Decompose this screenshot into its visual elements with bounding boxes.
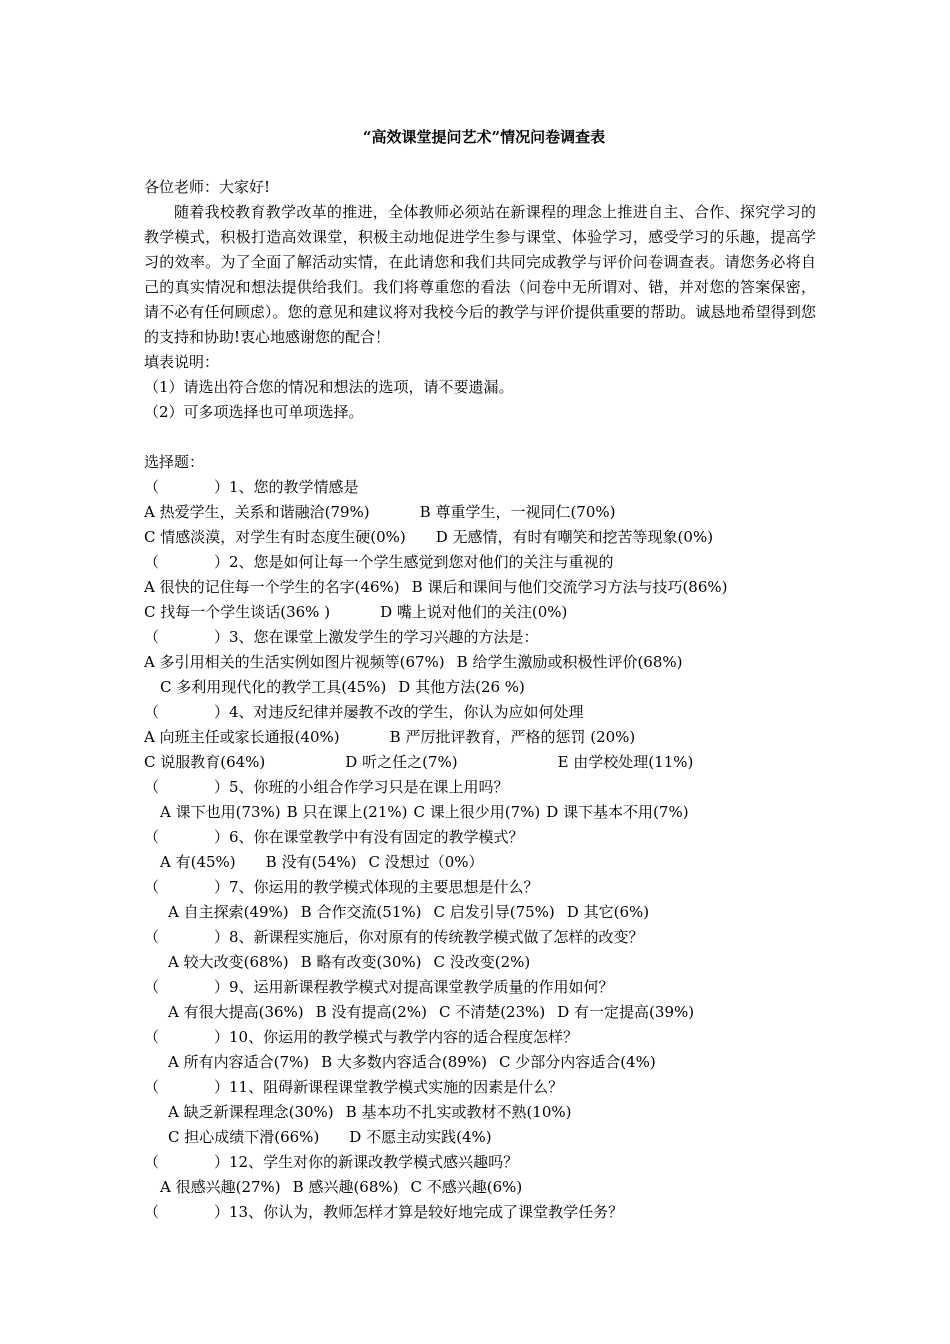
option: C 情感淡漠，对学生有时态度生硬(0%)	[144, 528, 406, 546]
option: C 没想过（0%）	[368, 853, 484, 871]
option: A 缺乏新课程理念(30%)	[168, 1103, 334, 1121]
paren-open: （	[144, 1078, 160, 1096]
question-text: 7、你运用的教学模式体现的主要思想是什么？	[229, 878, 539, 896]
paren-close: ）	[214, 1078, 230, 1096]
option: C 课上很少用(7%)	[413, 803, 541, 821]
option: D 嘴上说对他们的关注(0%)	[380, 603, 568, 621]
option: C 不清楚(23%)	[438, 1003, 546, 1021]
question-text: 9、运用新课程教学模式对提高课堂教学质量的作用如何？	[229, 978, 614, 996]
question-line	[144, 1150, 824, 1175]
option: A 较大改变(68%)	[168, 953, 289, 971]
paren-open: （	[144, 628, 160, 646]
question-text: 12、学生对你的新课改教学模式感兴趣吗？	[229, 1153, 519, 1171]
option: A 课下也用(73%)	[160, 803, 281, 821]
option-row	[144, 800, 824, 825]
instruction-item: （2）可多项选择也可单项选择。	[144, 403, 364, 421]
option: E 由学校处理(11%)	[557, 753, 694, 771]
spacer	[144, 425, 824, 450]
option: A 有(45%)	[160, 853, 236, 871]
option: B 合作交流(51%)	[300, 903, 422, 921]
intro-paragraph: 随着我校教育教学改革的推进，全体教师必须站在新课程的理念上推进自主、合作、探究学习的教学模式，积极打造高效课堂，积极主动地促进学生参与课堂、体验学习，感受学习的乐趣，提高学习的效率。为了全面了解活动实情，在此请您和我们共同完成教学与评价问卷调查表。请您务必将自己的真实情况和想法提供给我们。我们将尊重您的看法（问卷中无所谓对、错，并对您的答案保密，请不必有任何顾虑）。您的意见和建议将对我校今后的教学与评价提供重要的帮助。诚恳地希望得到您的支持和协助!衷心地感谢您的配合！	[144, 203, 816, 346]
instructions-heading: 填表说明：	[144, 353, 220, 371]
question-line	[144, 775, 824, 800]
paren-close: ）	[214, 478, 230, 496]
document-body	[144, 175, 824, 1225]
option: A 自主探索(49%)	[168, 903, 289, 921]
paren-close: ）	[214, 628, 230, 646]
question-line	[144, 1075, 824, 1100]
option: D 有一定提高(39%)	[557, 1003, 695, 1021]
answer-blank[interactable]	[144, 1075, 214, 1100]
option-row	[144, 525, 824, 550]
paren-close: ）	[214, 1153, 230, 1171]
answer-blank[interactable]	[144, 1025, 214, 1050]
option: D 课下基本不用(7%)	[546, 803, 689, 821]
answer-blank[interactable]	[144, 875, 214, 900]
option: C 说服教育(64%)	[144, 753, 266, 771]
option: C 担心成绩下滑(66%)	[168, 1128, 320, 1146]
question-text: 11、阻碍新课程课堂教学模式实施的因素是什么？	[229, 1078, 564, 1096]
question-text: 3、您在课堂上激发学生的学习兴趣的方法是：	[229, 628, 539, 646]
option: B 尊重学生，一视同仁(70%)	[419, 503, 616, 521]
paren-open: （	[144, 778, 160, 796]
option-row	[144, 850, 824, 875]
option: C 少部分内容适合(4%)	[498, 1053, 656, 1071]
question-line	[144, 475, 824, 500]
paren-open: （	[144, 878, 160, 896]
question-line	[144, 875, 824, 900]
question-line	[144, 550, 824, 575]
answer-blank[interactable]	[144, 700, 214, 725]
question-text: 2、您是如何让每一个学生感觉到您对他们的关注与重视的	[229, 553, 614, 571]
option: B 基本功不扎实或教材不熟(10%)	[345, 1103, 572, 1121]
option-row	[144, 900, 824, 925]
paren-open: （	[144, 478, 160, 496]
paren-close: ）	[214, 703, 230, 721]
option: C 多利用现代化的教学工具(45%)	[160, 678, 387, 696]
question-line	[144, 925, 824, 950]
paren-close: ）	[214, 1028, 230, 1046]
option: B 没有(54%)	[265, 853, 357, 871]
answer-blank[interactable]	[144, 975, 214, 1000]
option: B 没有提高(2%)	[315, 1003, 427, 1021]
paren-open: （	[144, 703, 160, 721]
paren-close: ）	[214, 1203, 230, 1221]
option: A 热爱学生，关系和谐融洽(79%)	[144, 503, 370, 521]
section-heading: 选择题：	[144, 453, 205, 471]
question-text: 4、对违反纪律并屡教不改的学生，你认为应如何处理	[229, 703, 584, 721]
question-line	[144, 700, 824, 725]
paren-open: （	[144, 553, 160, 571]
paren-open: （	[144, 1028, 160, 1046]
paren-close: ）	[214, 978, 230, 996]
question-text: 6、你在课堂教学中有没有固定的教学模式？	[229, 828, 524, 846]
question-text: 10、你运用的教学模式与教学内容的适合程度怎样？	[229, 1028, 579, 1046]
answer-blank[interactable]	[144, 775, 214, 800]
option-row	[144, 1175, 824, 1200]
paren-close: ）	[214, 878, 230, 896]
paren-close: ）	[214, 928, 230, 946]
option: B 感兴趣(68%)	[292, 1178, 399, 1196]
option: A 多引用相关的生活实例如图片视频等(67%)	[144, 653, 445, 671]
option: A 向班主任或家长通报(40%)	[144, 728, 340, 746]
option: A 很感兴趣(27%)	[160, 1178, 281, 1196]
option-row	[144, 1125, 824, 1150]
paren-open: （	[144, 1153, 160, 1171]
answer-blank[interactable]	[144, 825, 214, 850]
option-row	[144, 1000, 824, 1025]
option: D 不愿主动实践(4%)	[349, 1128, 492, 1146]
option-row	[144, 725, 824, 750]
answer-blank[interactable]	[144, 550, 214, 575]
option: D 其它(6%)	[566, 903, 650, 921]
question-text: 5、你班的小组合作学习只是在课上用吗？	[229, 778, 509, 796]
option: C 不感兴趣(6%)	[410, 1178, 523, 1196]
question-line	[144, 1200, 824, 1225]
option-row	[144, 950, 824, 975]
answer-blank[interactable]	[144, 1200, 214, 1225]
option-row	[144, 675, 824, 700]
paren-close: ）	[214, 778, 230, 796]
option-row	[144, 1050, 824, 1075]
option: B 只在课上(21%)	[286, 803, 408, 821]
question-text: 1、您的教学情感是	[229, 478, 359, 496]
option: A 所有内容适合(7%)	[168, 1053, 310, 1071]
option-row	[144, 650, 824, 675]
paren-close: ）	[214, 553, 230, 571]
option: C 没改变(2%)	[433, 953, 531, 971]
question-line	[144, 1025, 824, 1050]
option: A 有很大提高(36%)	[168, 1003, 304, 1021]
option: C 启发引导(75%)	[433, 903, 555, 921]
paren-open: （	[144, 978, 160, 996]
paren-close: ）	[214, 828, 230, 846]
paren-open: （	[144, 928, 160, 946]
option: B 大多数内容适合(89%)	[321, 1053, 487, 1071]
answer-blank[interactable]	[144, 475, 214, 500]
option: B 给学生激励或积极性评价(68%)	[456, 653, 683, 671]
page-title: “高效课堂提问艺术”情况问卷调查表	[362, 128, 606, 146]
instruction-item: （1）请选出符合您的情况和想法的选项，请不要遗漏。	[144, 378, 514, 396]
option: B 课后和课间与他们交流学习方法与技巧(86%)	[411, 578, 728, 596]
greeting: 各位老师：大家好!	[144, 178, 271, 196]
question-text: 13、你认为，教师怎样才算是较好地完成了课堂教学任务？	[229, 1203, 624, 1221]
option-row	[144, 500, 824, 525]
option-row	[144, 750, 824, 775]
answer-blank[interactable]	[144, 1150, 214, 1175]
question-line	[144, 975, 824, 1000]
paren-open: （	[144, 828, 160, 846]
question-text: 8、新课程实施后，你对原有的传统教学模式做了怎样的改变？	[229, 928, 644, 946]
answer-blank[interactable]	[144, 925, 214, 950]
option: C 找每一个学生谈话(36% )	[144, 603, 331, 621]
option: B 略有改变(30%)	[300, 953, 422, 971]
answer-blank[interactable]	[144, 625, 214, 650]
option: D 听之任之(7%)	[345, 753, 458, 771]
question-line	[144, 625, 824, 650]
option: B 严厉批评教育，严格的惩罚 (20%)	[389, 728, 636, 746]
option-row	[144, 575, 824, 600]
question-line	[144, 825, 824, 850]
option: D 其他方法(26 %)	[398, 678, 525, 696]
option: A 很快的记住每一个学生的名字(46%)	[144, 578, 400, 596]
option-row	[144, 1100, 824, 1125]
option: D 无感情，有时有嘲笑和挖苦等现象(0%)	[435, 528, 714, 546]
option-row	[144, 600, 824, 625]
paren-open: （	[144, 1203, 160, 1221]
